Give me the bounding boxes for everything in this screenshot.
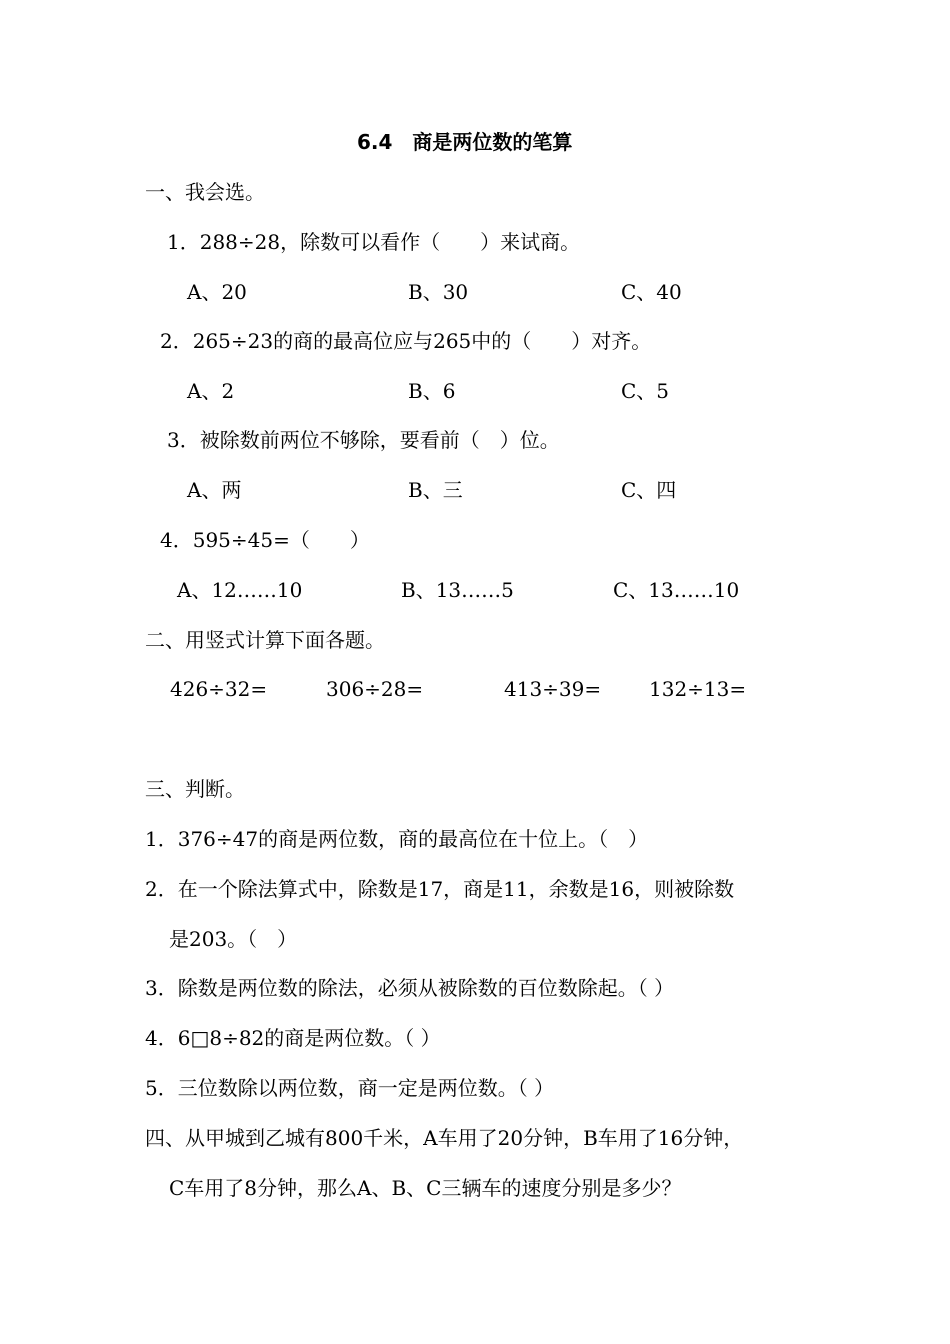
judge-item-5: 5．三位数除以两位数，商一定是两位数。（ ）: [145, 1076, 555, 1100]
question-4: 4．595÷45=（ ）: [160, 528, 370, 552]
calc-problem-3: 413÷39=: [504, 677, 602, 701]
calc-problem-4: 132÷13=: [649, 677, 747, 701]
section-3-heading: 三、判断。: [145, 777, 245, 801]
question-1-option-b: B、30: [408, 280, 469, 304]
word-problem-line-1: 四、从甲城到乙城有800千米，A车用了20分钟，B车用了16分钟，: [145, 1126, 744, 1150]
question-3: 3．被除数前两位不够除，要看前（ ）位。: [167, 428, 560, 452]
question-2-option-c: C、5: [621, 379, 670, 403]
question-1-option-a: A、20: [187, 280, 247, 304]
question-1: 1．288÷28，除数可以看作（ ）来试商。: [167, 230, 581, 254]
judge-item-1: 1．376÷47的商是两位数，商的最高位在十位上。（ ）: [145, 827, 649, 851]
calc-problem-2: 306÷28=: [326, 677, 424, 701]
question-3-option-a: A、两: [187, 478, 242, 502]
judge-item-2: 2．在一个除法算式中，除数是17，商是11，余数是16，则被除数: [145, 877, 735, 901]
question-3-option-c: C、四: [621, 478, 677, 502]
question-4-option-a: A、12……10: [177, 578, 303, 602]
judge-item-2-cont: 是203。（ ）: [169, 927, 298, 951]
judge-item-4: 4．6□8÷82的商是两位数。（ ）: [145, 1026, 441, 1050]
question-3-option-b: B、三: [408, 478, 463, 502]
word-problem-line-2: C车用了8分钟，那么A、B、C三辆车的速度分别是多少？: [169, 1176, 682, 1200]
judge-item-3: 3．除数是两位数的除法，必须从被除数的百位数除起。（ ）: [145, 976, 675, 1000]
question-2: 2．265÷23的商的最高位应与265中的（ ）对齐。: [160, 329, 652, 353]
question-1-option-c: C、40: [621, 280, 682, 304]
question-4-option-c: C、13……10: [613, 578, 740, 602]
section-2-heading: 二、用竖式计算下面各题。: [145, 628, 385, 652]
page-title: 6.4 商是两位数的笔算: [357, 130, 573, 154]
section-1-heading: 一、我会选。: [145, 180, 265, 204]
calc-problem-1: 426÷32=: [170, 677, 268, 701]
question-2-option-a: A、2: [187, 379, 235, 403]
question-4-option-b: B、13……5: [401, 578, 514, 602]
question-2-option-b: B、6: [408, 379, 456, 403]
